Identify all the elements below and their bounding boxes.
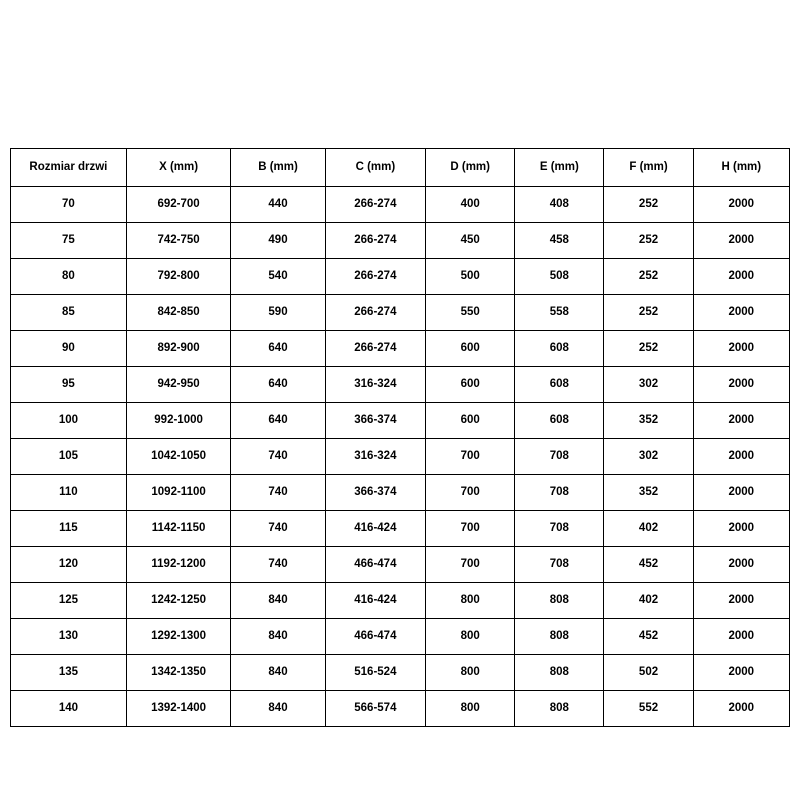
table-row (11, 223, 790, 259)
cell-d: 600 (426, 331, 515, 367)
cell-x: 1342-1350 (126, 655, 231, 691)
table-row (11, 547, 790, 583)
cell-f: 452 (604, 547, 693, 583)
cell-f: 352 (604, 475, 693, 511)
table-row (11, 187, 790, 223)
cell-size: 135 (11, 655, 127, 691)
cell-b: 740 (231, 475, 325, 511)
cell-h: 2000 (693, 331, 789, 367)
cell-size: 100 (11, 403, 127, 439)
cell-b: 740 (231, 511, 325, 547)
cell-b: 490 (231, 223, 325, 259)
cell-c: 566-574 (325, 691, 425, 727)
cell-e: 558 (515, 295, 604, 331)
cell-f: 252 (604, 187, 693, 223)
cell-f: 502 (604, 655, 693, 691)
cell-x: 792-800 (126, 259, 231, 295)
cell-x: 1142-1150 (126, 511, 231, 547)
cell-b: 640 (231, 403, 325, 439)
cell-f: 552 (604, 691, 693, 727)
cell-d: 600 (426, 367, 515, 403)
cell-h: 2000 (693, 367, 789, 403)
cell-e: 808 (515, 583, 604, 619)
table-row (11, 331, 790, 367)
cell-f: 452 (604, 619, 693, 655)
cell-b: 840 (231, 583, 325, 619)
cell-x: 992-1000 (126, 403, 231, 439)
cell-h: 2000 (693, 583, 789, 619)
cell-f: 302 (604, 439, 693, 475)
cell-h: 2000 (693, 655, 789, 691)
cell-c: 416-424 (325, 583, 425, 619)
cell-c: 366-374 (325, 403, 425, 439)
cell-size: 70 (11, 187, 127, 223)
cell-e: 508 (515, 259, 604, 295)
cell-e: 708 (515, 547, 604, 583)
specification-table-container (10, 148, 790, 727)
cell-c: 366-374 (325, 475, 425, 511)
cell-c: 466-474 (325, 547, 425, 583)
cell-b: 840 (231, 655, 325, 691)
cell-h: 2000 (693, 619, 789, 655)
cell-h: 2000 (693, 223, 789, 259)
cell-b: 740 (231, 439, 325, 475)
cell-h: 2000 (693, 547, 789, 583)
specification-table (10, 148, 790, 727)
cell-c: 516-524 (325, 655, 425, 691)
cell-e: 708 (515, 475, 604, 511)
cell-f: 352 (604, 403, 693, 439)
cell-f: 402 (604, 511, 693, 547)
cell-e: 808 (515, 619, 604, 655)
cell-e: 808 (515, 655, 604, 691)
cell-c: 266-274 (325, 187, 425, 223)
cell-size: 95 (11, 367, 127, 403)
column-header-x: X (mm) (126, 149, 231, 187)
cell-c: 266-274 (325, 331, 425, 367)
cell-b: 540 (231, 259, 325, 295)
cell-d: 400 (426, 187, 515, 223)
cell-h: 2000 (693, 475, 789, 511)
cell-size: 110 (11, 475, 127, 511)
cell-h: 2000 (693, 295, 789, 331)
cell-e: 608 (515, 403, 604, 439)
cell-d: 500 (426, 259, 515, 295)
cell-e: 708 (515, 511, 604, 547)
cell-h: 2000 (693, 511, 789, 547)
cell-d: 700 (426, 439, 515, 475)
cell-b: 440 (231, 187, 325, 223)
table-header-row (11, 149, 790, 187)
cell-size: 130 (11, 619, 127, 655)
cell-d: 800 (426, 619, 515, 655)
table-body (11, 187, 790, 727)
cell-x: 1242-1250 (126, 583, 231, 619)
cell-f: 252 (604, 223, 693, 259)
table-row (11, 475, 790, 511)
table-row (11, 655, 790, 691)
cell-b: 840 (231, 691, 325, 727)
table-row (11, 259, 790, 295)
cell-d: 450 (426, 223, 515, 259)
column-header-c: C (mm) (325, 149, 425, 187)
cell-d: 700 (426, 547, 515, 583)
column-header-rozmiar-drzwi: Rozmiar drzwi (11, 149, 127, 187)
cell-h: 2000 (693, 439, 789, 475)
cell-d: 700 (426, 475, 515, 511)
table-row (11, 295, 790, 331)
column-header-d: D (mm) (426, 149, 515, 187)
cell-size: 90 (11, 331, 127, 367)
cell-b: 590 (231, 295, 325, 331)
cell-e: 408 (515, 187, 604, 223)
cell-c: 266-274 (325, 295, 425, 331)
cell-b: 740 (231, 547, 325, 583)
cell-size: 75 (11, 223, 127, 259)
column-header-e: E (mm) (515, 149, 604, 187)
cell-c: 266-274 (325, 259, 425, 295)
cell-x: 1092-1100 (126, 475, 231, 511)
cell-size: 105 (11, 439, 127, 475)
cell-size: 85 (11, 295, 127, 331)
cell-c: 316-324 (325, 367, 425, 403)
cell-x: 1192-1200 (126, 547, 231, 583)
cell-e: 608 (515, 367, 604, 403)
cell-d: 800 (426, 583, 515, 619)
cell-h: 2000 (693, 187, 789, 223)
cell-x: 892-900 (126, 331, 231, 367)
cell-d: 700 (426, 511, 515, 547)
cell-size: 120 (11, 547, 127, 583)
cell-h: 2000 (693, 259, 789, 295)
table-row (11, 583, 790, 619)
cell-x: 942-950 (126, 367, 231, 403)
cell-x: 1392-1400 (126, 691, 231, 727)
cell-b: 840 (231, 619, 325, 655)
cell-x: 1292-1300 (126, 619, 231, 655)
cell-size: 140 (11, 691, 127, 727)
table-row (11, 511, 790, 547)
cell-c: 416-424 (325, 511, 425, 547)
cell-c: 316-324 (325, 439, 425, 475)
cell-size: 125 (11, 583, 127, 619)
table-row (11, 367, 790, 403)
table-row (11, 619, 790, 655)
cell-size: 80 (11, 259, 127, 295)
cell-x: 1042-1050 (126, 439, 231, 475)
column-header-h: H (mm) (693, 149, 789, 187)
cell-d: 550 (426, 295, 515, 331)
cell-e: 708 (515, 439, 604, 475)
cell-d: 600 (426, 403, 515, 439)
cell-b: 640 (231, 367, 325, 403)
cell-f: 252 (604, 259, 693, 295)
cell-c: 266-274 (325, 223, 425, 259)
table-row (11, 403, 790, 439)
cell-d: 800 (426, 691, 515, 727)
cell-f: 402 (604, 583, 693, 619)
cell-f: 252 (604, 331, 693, 367)
cell-e: 458 (515, 223, 604, 259)
cell-e: 608 (515, 331, 604, 367)
cell-h: 2000 (693, 403, 789, 439)
table-row (11, 439, 790, 475)
cell-f: 302 (604, 367, 693, 403)
cell-d: 800 (426, 655, 515, 691)
cell-x: 742-750 (126, 223, 231, 259)
column-header-f: F (mm) (604, 149, 693, 187)
cell-b: 640 (231, 331, 325, 367)
table-header (11, 149, 790, 187)
cell-f: 252 (604, 295, 693, 331)
cell-h: 2000 (693, 691, 789, 727)
table-row (11, 691, 790, 727)
cell-x: 842-850 (126, 295, 231, 331)
cell-c: 466-474 (325, 619, 425, 655)
cell-x: 692-700 (126, 187, 231, 223)
column-header-b: B (mm) (231, 149, 325, 187)
cell-e: 808 (515, 691, 604, 727)
cell-size: 115 (11, 511, 127, 547)
